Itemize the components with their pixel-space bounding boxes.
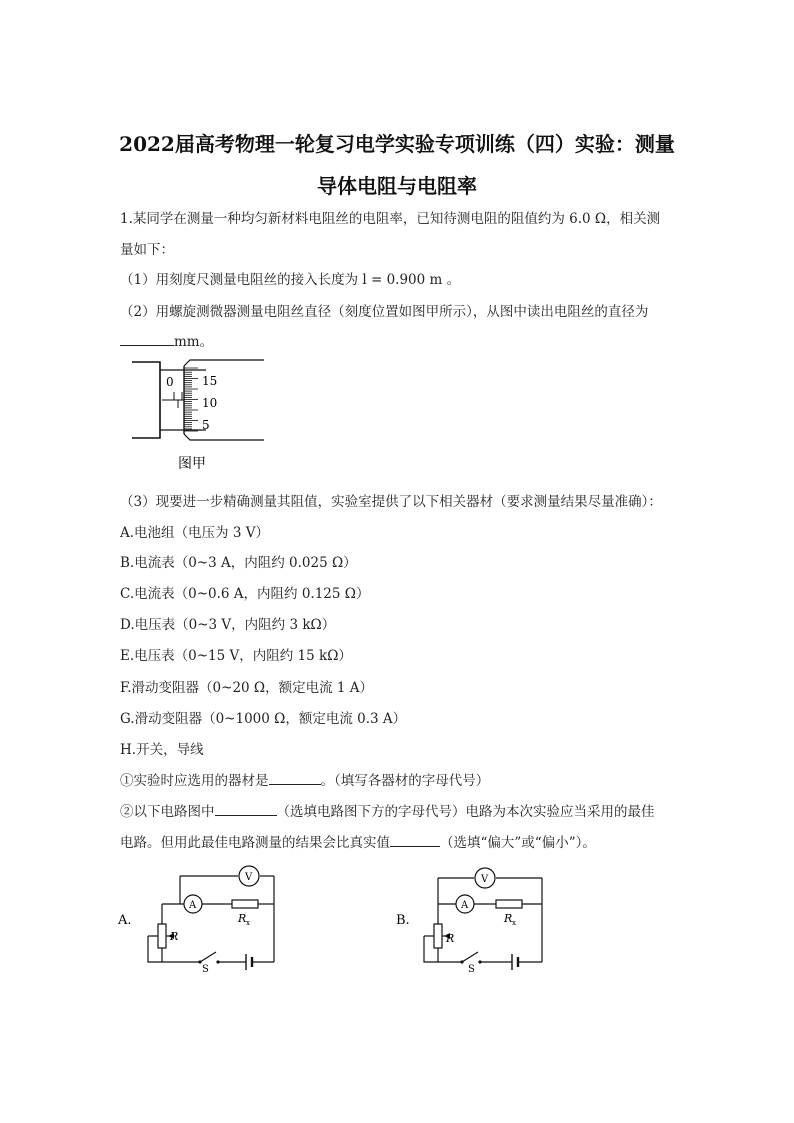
figure-caption: 图甲: [178, 456, 206, 472]
circuit-a-option-label: A.: [118, 913, 132, 928]
question-intro-line2: 量如下：: [120, 242, 174, 258]
circuit-b-switch-label: S: [468, 964, 475, 972]
page-title-line1: 2022届高考物理一轮复习电学实验专项训练（四）实验：测量: [119, 132, 675, 156]
subquestion-2: [120, 800, 655, 820]
option-d: D.电压表（0~3 V，内阻约 3 kΩ）: [120, 617, 336, 633]
subquestion-2-cont: [120, 831, 596, 851]
answer-blank-diameter[interactable]: [120, 331, 174, 346]
circuit-b-rheostat-label: R: [446, 932, 455, 945]
thimble-label-10: 10: [202, 396, 218, 410]
option-a: A.电池组（电压为 3 V）: [120, 525, 269, 541]
option-b: B.电流表（0~3 A，内阻约 0.025 Ω）: [120, 555, 357, 571]
circuit-a-resistor-sub: x: [246, 919, 250, 927]
circuit-diagram-b: [392, 862, 572, 972]
option-g: G.滑动变阻器（0~1000 Ω，额定电流 0.3 A）: [120, 711, 407, 727]
option-f: F.滑动变阻器（0~20 Ω，额定电流 1 A）: [120, 680, 374, 696]
circuit-b-resistor-label: R: [504, 912, 513, 925]
answer-blank-circuit[interactable]: [215, 801, 277, 816]
answer-blank-equipment[interactable]: [269, 770, 321, 785]
circuit-a-resistor-label: R: [238, 912, 247, 925]
main-scale-zero: 0: [166, 375, 174, 389]
circuit-diagram-a: [112, 862, 292, 972]
circuit-a-switch-label: S: [202, 964, 209, 972]
subquestion-2-hint: （选填电路图下方的字母代号）电路为本次实验应当采用的最佳: [276, 804, 655, 820]
subquestion-2-text2: 电路。但用此最佳电路测量的结果会比真实值: [120, 835, 390, 851]
question-part3: （3）现要进一步精确测量其阻值，实验室提供了以下相关器材（要求测量结果尽量准确）：: [120, 494, 662, 510]
subquestion-1: [120, 769, 489, 789]
thimble-label-5: 5: [202, 418, 210, 432]
option-c: C.电流表（0~0.6 A，内阻约 0.125 Ω）: [120, 586, 370, 602]
circuit-b-voltmeter-label: V: [481, 874, 489, 885]
circuit-a-voltmeter-label: V: [245, 872, 253, 883]
option-e: E.电压表（0~15 V，内阻约 15 kΩ）: [120, 648, 352, 664]
subquestion-1-text: ①实验时应选用的器材是: [120, 773, 269, 789]
subquestion-1-hint: 。（填写各器材的字母代号）: [320, 773, 490, 789]
unit-mm: mm。: [174, 334, 214, 350]
question-part1: （1）用刻度尺测量电阻丝的接入长度为 l = 0.900 m 。: [120, 272, 461, 288]
question-part2-answer: [120, 330, 213, 350]
question-part2: （2）用螺旋测微器测量电阻丝直径（刻度位置如图甲所示），从图中读出电阻丝的直径为: [120, 304, 649, 320]
circuit-b-resistor-sub: x: [512, 919, 516, 927]
page-title-line2: 导体电阻与电阻率: [317, 174, 477, 198]
thimble-label-15: 15: [202, 374, 218, 388]
subquestion-2-text: ②以下电路图中: [120, 804, 215, 820]
question-intro-line1: 1.某同学在测量一种均匀新材料电阻丝的电阻率，已知待测电阻的阻值约为 6.0 Ω，相关测: [120, 211, 661, 227]
circuit-a-ammeter-label: A: [189, 900, 197, 911]
thimble-scale: [184, 368, 198, 431]
circuit-a-rheostat-label: R: [170, 930, 179, 943]
micrometer-figure: [126, 352, 276, 474]
circuit-b-option-label: B.: [396, 913, 410, 928]
option-h: H.开关，导线: [120, 742, 204, 758]
answer-blank-error[interactable]: [390, 832, 440, 847]
subquestion-2-hint2: （选填“偏大”或“偏小”）。: [440, 835, 596, 851]
circuit-b-ammeter-label: A: [461, 900, 469, 911]
